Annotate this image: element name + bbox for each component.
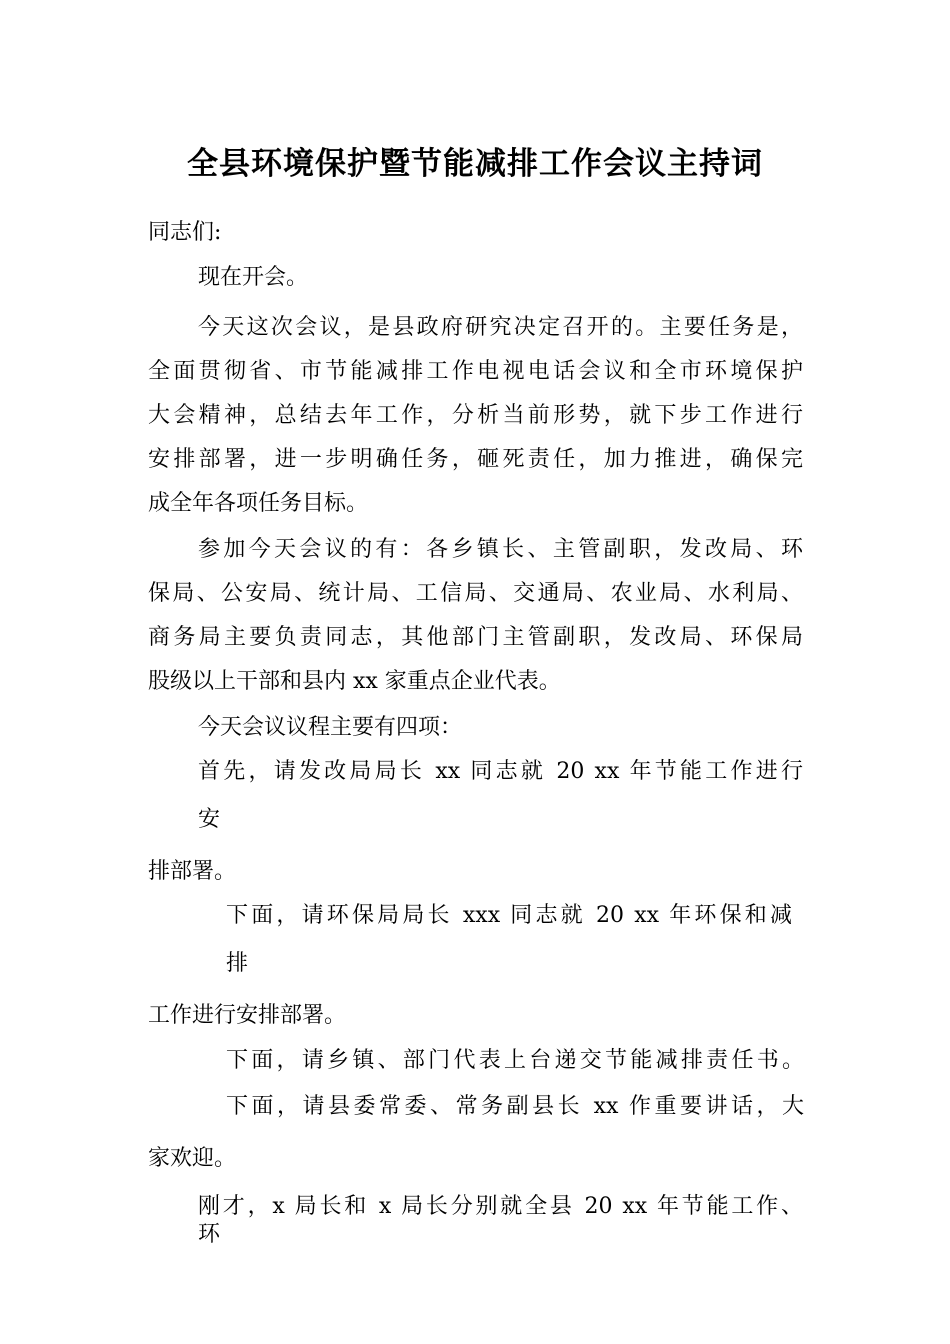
paragraph-line: 刚才，x 局长和 x 局长分别就全县 20 xx 年节能工作、 bbox=[198, 1194, 803, 1219]
paragraph-line: 今天会议议程主要有四项： bbox=[198, 715, 463, 740]
paragraph-line: 大会精神，总结去年工作，分析当前形势，就下步工作进行 bbox=[148, 403, 803, 428]
salutation: 同志们: bbox=[148, 220, 222, 245]
paragraph-line: 现在开会。 bbox=[198, 265, 309, 290]
paragraph-line: 下面，请县委常委、常务副县长 xx 作重要讲话，大 bbox=[226, 1094, 804, 1119]
paragraph-line: 首先，请发改局局长 xx 同志就 20 xx 年节能工作进行 bbox=[198, 759, 803, 784]
paragraph-line: 成全年各项任务目标。 bbox=[148, 491, 369, 516]
paragraph-line: 保局、公安局、统计局、工信局、交通局、农业局、水利局、 bbox=[148, 581, 803, 606]
paragraph-line: 下面，请环保局局长 xxx 同志就 20 xx 年环保和减 bbox=[226, 903, 792, 928]
paragraph-line: 参加今天会议的有：各乡镇长、主管副职，发改局、环 bbox=[198, 537, 803, 562]
paragraph-line: 全面贯彻省、市节能减排工作电视电话会议和全市环境保护 bbox=[148, 359, 803, 384]
paragraph-line: 商务局主要负责同志，其他部门主管副职，发改局、环保局 bbox=[148, 625, 803, 650]
paragraph-line: 排 bbox=[226, 951, 249, 976]
paragraph-line: 安排部署，进一步明确任务，砸死责任，加力推进，确保完 bbox=[148, 447, 803, 472]
paragraph-line: 家欢迎。 bbox=[148, 1146, 237, 1171]
document-title: 全县环境保护暨节能减排工作会议主持词 bbox=[187, 146, 763, 182]
paragraph-line: 股级以上干部和县内 xx 家重点企业代表。 bbox=[148, 669, 561, 694]
paragraph-line: 工作进行安排部署。 bbox=[148, 1003, 347, 1028]
paragraph-line: 今天这次会议，是县政府研究决定召开的。主要任务是， bbox=[198, 315, 803, 340]
paragraph-line: 下面，请乡镇、部门代表上台递交节能减排责任书。 bbox=[226, 1048, 804, 1073]
paragraph-line: 环 bbox=[198, 1222, 221, 1247]
paragraph-line: 排部署。 bbox=[148, 859, 237, 884]
paragraph-line: 安 bbox=[198, 807, 221, 832]
